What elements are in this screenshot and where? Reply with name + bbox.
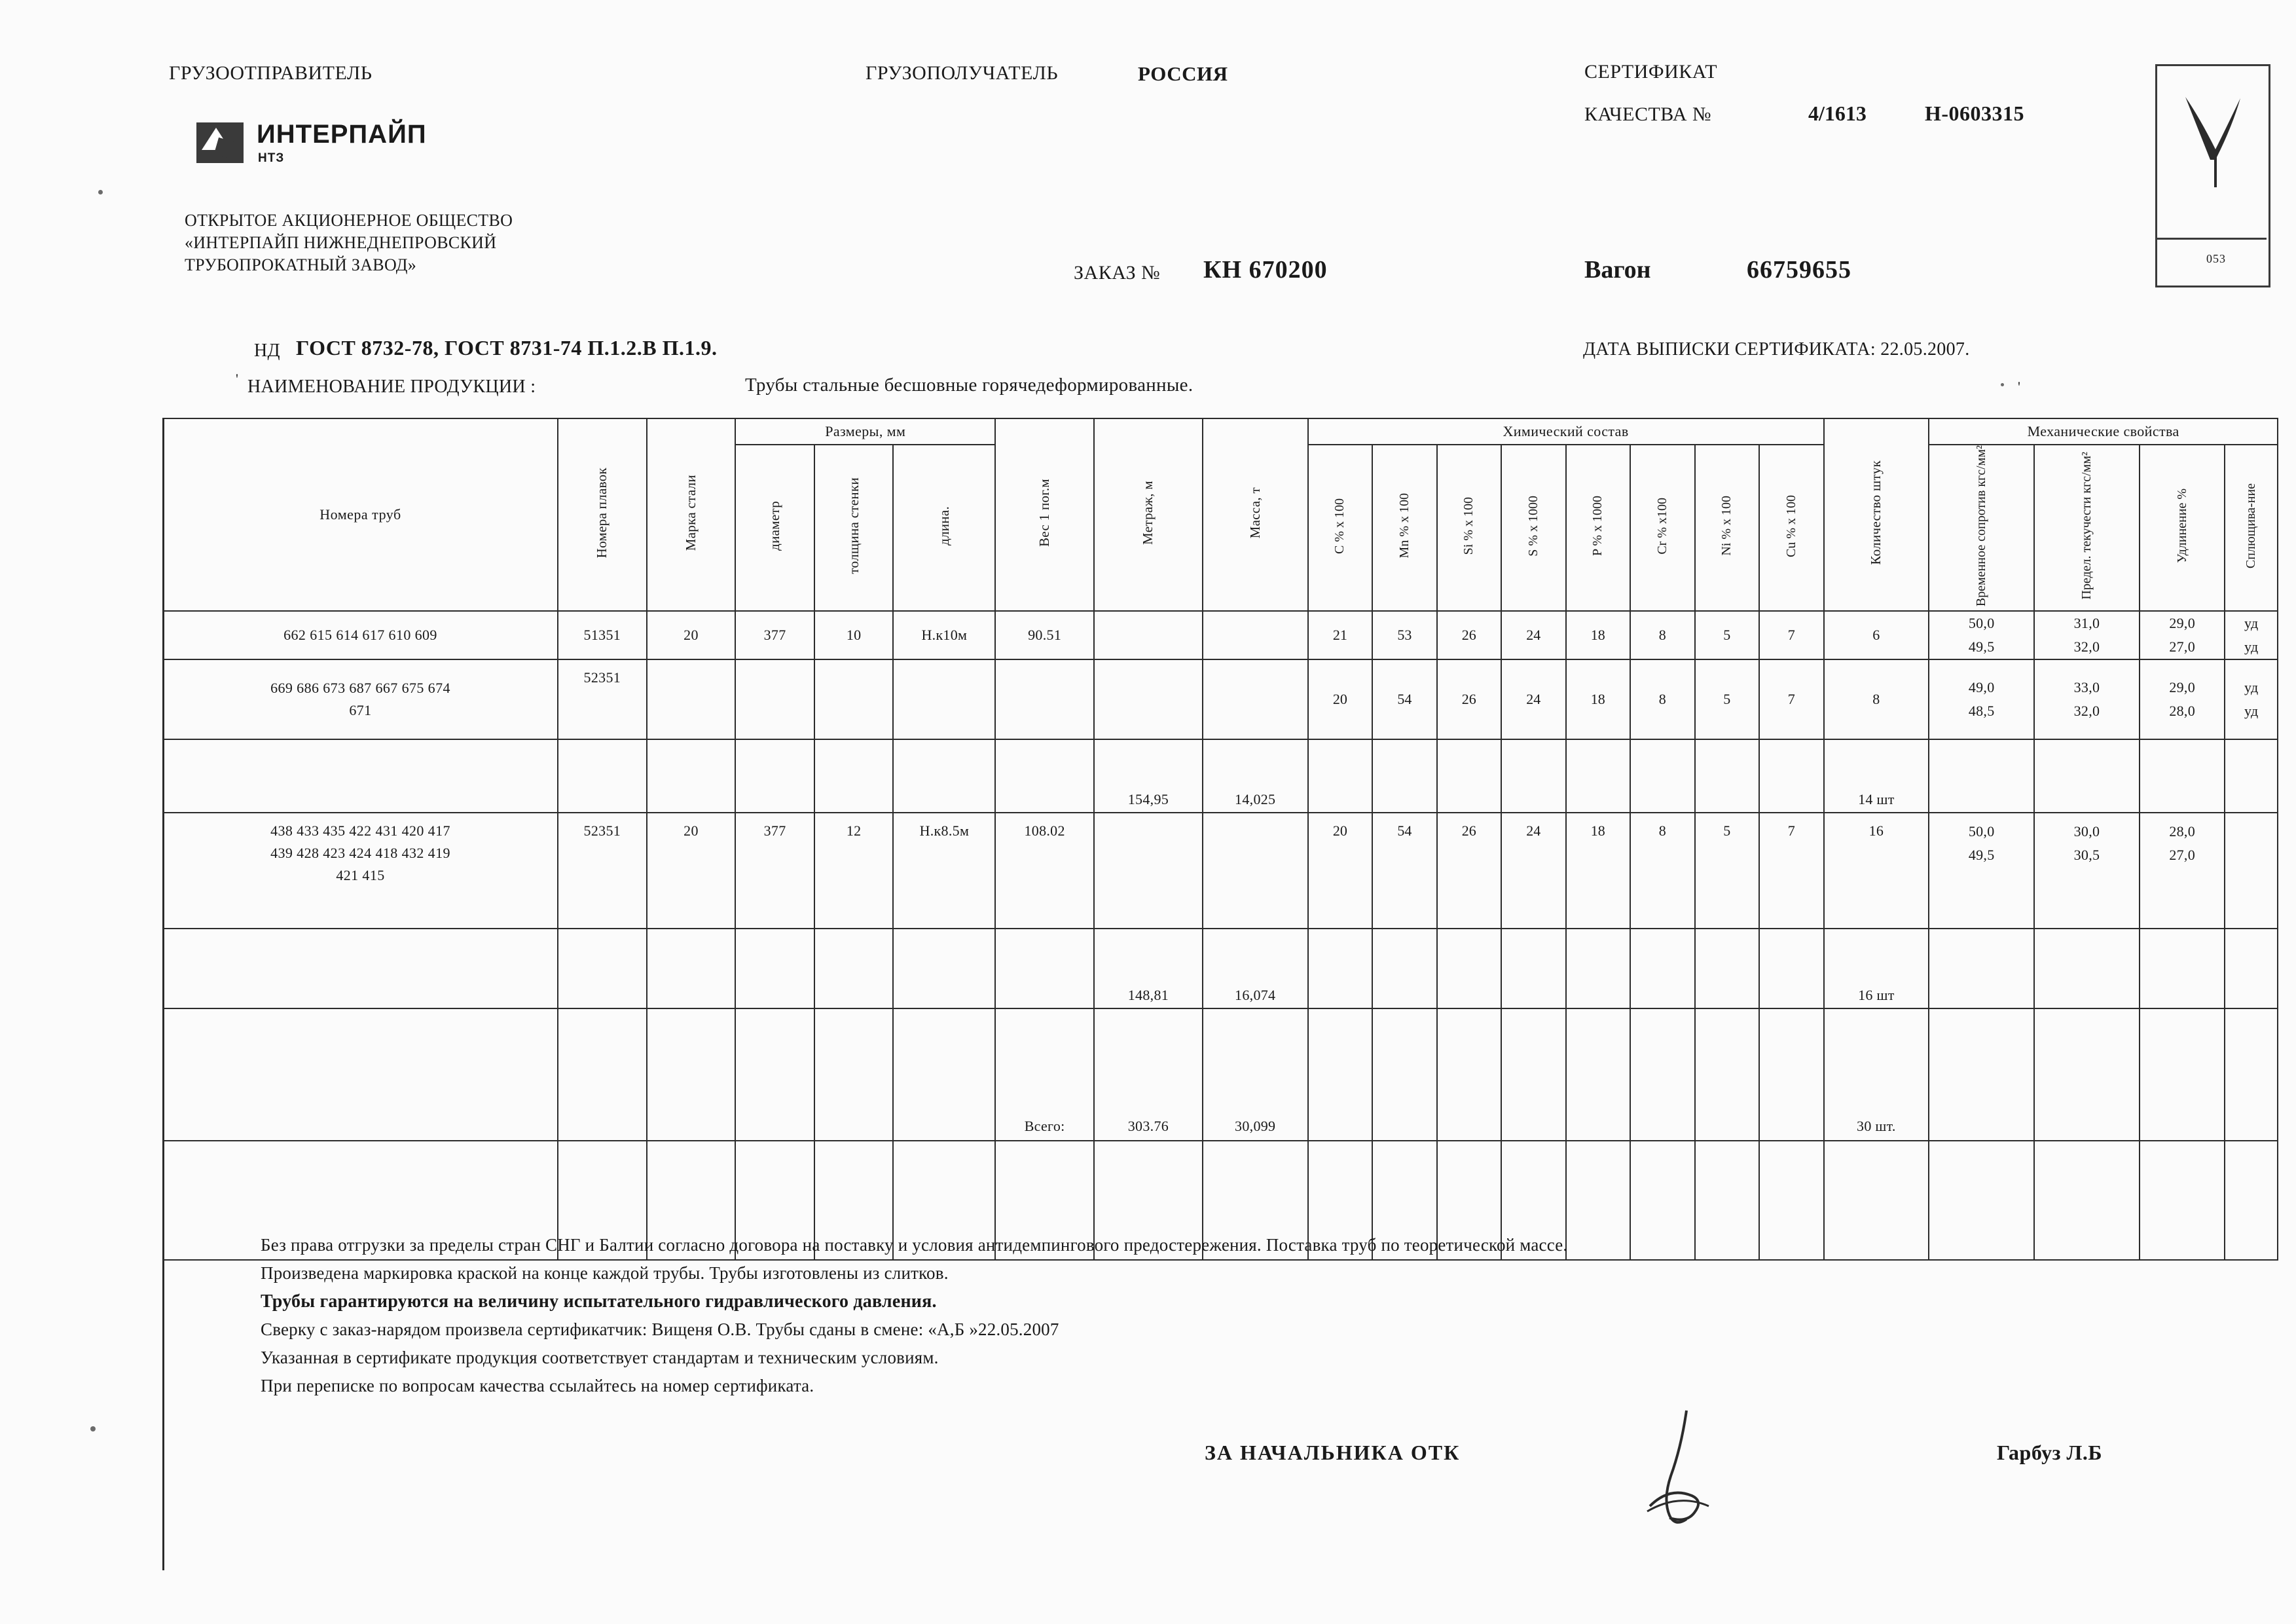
cell-flattening: [2225, 739, 2278, 813]
cell-diameter: [735, 739, 814, 813]
cell-c: [1308, 739, 1372, 813]
col-elongation: [2140, 445, 2225, 611]
certificate-label-line2: КАЧЕСТВА №: [1584, 103, 1712, 125]
col-yield: [2034, 445, 2140, 611]
cell-yield-2: 32,0: [2073, 638, 2100, 655]
cell-tensile: [1929, 659, 2034, 739]
col-tube-numbers: Номера труб: [163, 418, 558, 611]
col-steel-grade-label: Марка стали: [682, 474, 699, 551]
col-flattening-label: Сплющива-ние: [2244, 483, 2259, 569]
certificate-table: [162, 418, 2278, 1261]
cell-mass: [1203, 659, 1308, 739]
note-line-3: Трубы гарантируются на величину испытательного гидравлического давления.: [261, 1291, 937, 1312]
cell-elongation-2: 28,0: [2169, 703, 2196, 720]
certificate-label-line1: СЕРТИФИКАТ: [1584, 61, 1718, 83]
cell-tensile: [1929, 739, 2034, 813]
product-label: НАИМЕНОВАНИЕ ПРОДУКЦИИ :: [247, 377, 536, 397]
col-phosphorus: [1566, 445, 1630, 611]
cell-tube-numbers: 662 615 614 617 610 609: [163, 611, 558, 659]
cell-qty: 8: [1824, 659, 1929, 739]
col-mass-label: Масса, т: [1247, 487, 1263, 539]
cell-mass: 16,074: [1203, 929, 1308, 1008]
company-line-2: «ИНТЕРПАЙП НИЖНЕДНЕПРОВСКИЙ: [185, 233, 497, 252]
wagon-label: Вагон: [1584, 256, 1651, 284]
nd-value: ГОСТ 8732-78, ГОСТ 8731-74 П.1.2.В П.1.9.: [296, 336, 718, 360]
cell-cu: 7: [1759, 659, 1824, 739]
signature-title: ЗА НАЧАЛЬНИКА ОТК: [1205, 1441, 1461, 1464]
cell-flattening: [2225, 611, 2278, 659]
quality-stamp-icon: [2180, 92, 2246, 190]
col-meterage: [1094, 418, 1203, 611]
cell-length: [893, 1008, 995, 1141]
col-sulfur: [1501, 445, 1565, 611]
cell-qty: 16: [1824, 813, 1929, 929]
cell-cu: [1759, 929, 1824, 1008]
cell-yield: [2034, 611, 2140, 659]
cell-weight-per-m: 90.51: [995, 611, 1094, 659]
cell-cu: [1759, 1008, 1824, 1141]
col-sulfur-label: S % x 1000: [1525, 495, 1540, 557]
cell-grade: [647, 1008, 736, 1141]
cell-flattening-1: уд: [2244, 615, 2259, 632]
col-mass: [1203, 418, 1308, 611]
cell-p: 18: [1566, 813, 1630, 929]
cell-cu: 7: [1759, 813, 1824, 929]
col-copper-label: Cu % x 100: [1783, 494, 1798, 557]
col-silicon-label: Si % x 100: [1461, 496, 1476, 555]
cell-ni: 5: [1695, 659, 1759, 739]
cell-total-label: Всего:: [995, 1008, 1094, 1141]
cell-c: [1308, 929, 1372, 1008]
cell-cr: [1630, 929, 1694, 1008]
cell-mass: 14,025: [1203, 739, 1308, 813]
cell-s: [1501, 929, 1565, 1008]
cell-flattening: [2225, 929, 2278, 1008]
cell-cr: [1630, 739, 1694, 813]
cell-s: 24: [1501, 659, 1565, 739]
col-wall-thickness: [814, 445, 894, 611]
certificate-date: ДАТА ВЫПИСКИ СЕРТИФИКАТА: 22.05.2007.: [1583, 339, 1970, 360]
nd-label: НД: [254, 341, 280, 361]
group-sizes: Размеры, мм: [735, 418, 995, 445]
cell-si: 26: [1437, 611, 1501, 659]
col-wall-thickness-label: толщина стенки: [845, 477, 862, 574]
cell-heat: 52351: [558, 813, 647, 929]
cell-meterage: [1094, 611, 1203, 659]
cell-yield: [2034, 813, 2140, 929]
logo-text: ИНТЕРПАЙП: [257, 120, 427, 149]
cell-yield: [2034, 659, 2140, 739]
cell-grade: [647, 739, 736, 813]
table-row-total: [163, 1008, 2278, 1141]
col-carbon-label: C % x 100: [1332, 498, 1347, 554]
cell-yield: [2034, 929, 2140, 1008]
company-line-1: ОТКРЫТОЕ АКЦИОНЕРНОЕ ОБЩЕСТВО: [185, 211, 513, 230]
cell-tensile-1: 50,0: [1968, 615, 1995, 632]
cell-tube-numbers: [163, 659, 558, 739]
cell-flattening-2: уд: [2244, 703, 2259, 720]
cell-p: [1566, 739, 1630, 813]
cell-length: Н.к8.5м: [893, 813, 995, 929]
cell-qty: 14 шт: [1824, 739, 1929, 813]
cell-grade: 20: [647, 813, 736, 929]
product-value: Трубы стальные бесшовные горячедеформированные.: [745, 375, 1194, 396]
col-tensile: [1929, 445, 2034, 611]
cell-cr: 8: [1630, 659, 1694, 739]
wagon-value: 66759655: [1747, 256, 1851, 284]
col-copper: [1759, 445, 1824, 611]
cell-elongation-1: 28,0: [2169, 823, 2196, 840]
cell-p: [1566, 1008, 1630, 1141]
table-row: [163, 659, 2278, 739]
table-row-subtotal: [163, 929, 2278, 1008]
col-nickel: [1695, 445, 1759, 611]
col-yield-label: Предел. текучести кгс/мм²: [2079, 452, 2094, 600]
cell-yield: [2034, 1008, 2140, 1141]
cell-elongation: [2140, 1008, 2225, 1141]
cell-diameter: 377: [735, 611, 814, 659]
cell-mass: [1203, 813, 1308, 929]
cell-yield-1: 31,0: [2073, 615, 2100, 632]
consignee-value: РОССИЯ: [1138, 62, 1228, 85]
cell-tube-numbers-line-1: 669 686 673 687 667 675 674: [270, 680, 450, 697]
cell-ni: 5: [1695, 813, 1759, 929]
cell-p: 18: [1566, 659, 1630, 739]
col-nickel-label: Ni % x 100: [1719, 496, 1734, 556]
cell-elongation: [2140, 929, 2225, 1008]
cell-mass: [1203, 611, 1308, 659]
cell-p: [1566, 929, 1630, 1008]
col-carbon: [1308, 445, 1372, 611]
cell-weight-per-m: [995, 739, 1094, 813]
scan-speck: [90, 1426, 96, 1431]
note-line-2: Произведена маркировка краской на конце каждой трубы. Трубы изготовлены из слитков.: [261, 1263, 949, 1283]
note-line-5: Указанная в сертификате продукция соответствует стандартам и техническим условиям.: [261, 1348, 939, 1367]
consignee-label: ГРУЗОПОЛУЧАТЕЛЬ: [866, 62, 1059, 84]
cell-yield: [2034, 739, 2140, 813]
certificate-number: 4/1613: [1808, 101, 1867, 125]
cell-s: [1501, 739, 1565, 813]
cell-tube-numbers: [163, 813, 558, 929]
col-silicon: [1437, 445, 1501, 611]
stamp-code: 053: [2206, 252, 2226, 265]
cell-tensile-1: 49,0: [1968, 679, 1995, 696]
table-row: [163, 611, 2278, 659]
cell-c: 20: [1308, 813, 1372, 929]
order-value: КН 670200: [1203, 256, 1328, 284]
cell-heat: 51351: [558, 611, 647, 659]
shipper-label: ГРУЗООТПРАВИТЕЛЬ: [169, 62, 373, 84]
cell-qty: 6: [1824, 611, 1929, 659]
cell-c: 21: [1308, 611, 1372, 659]
footer-notes: [261, 1231, 2198, 1400]
left-margin-rule: [162, 418, 164, 1570]
cell-wall: [814, 659, 894, 739]
cell-mn: [1372, 929, 1436, 1008]
cell-weight-per-m: [995, 929, 1094, 1008]
col-diameter: [735, 445, 814, 611]
col-heat-number-label: Номера плавок: [594, 467, 610, 559]
cell-ni: [1695, 1008, 1759, 1141]
cell-wall: [814, 929, 894, 1008]
cell-si: [1437, 929, 1501, 1008]
cell-wall: [814, 739, 894, 813]
col-flattening: [2225, 445, 2278, 611]
cell-cr: 8: [1630, 611, 1694, 659]
company-address: [185, 210, 513, 276]
cell-length: [893, 659, 995, 739]
cell-tube-numbers-line-2: 439 428 423 424 418 432 419: [270, 845, 450, 862]
cell-elongation: [2140, 659, 2225, 739]
cell-blank: [2225, 1141, 2278, 1260]
col-chromium: [1630, 445, 1694, 611]
col-weight-per-m-label: Вес 1 пог.м: [1036, 479, 1053, 547]
cell-tube-numbers-line-2: 671: [349, 702, 372, 719]
cell-length: [893, 929, 995, 1008]
cell-elongation-1: 29,0: [2169, 679, 2196, 696]
handwritten-signature: [1624, 1408, 1794, 1532]
cell-weight-per-m: 108.02: [995, 813, 1094, 929]
group-mechanical: Механические свойства: [1929, 418, 2278, 445]
col-quantity: [1824, 418, 1929, 611]
cell-tube-numbers-line-3: 421 415: [336, 867, 385, 884]
cell-flattening-2: уд: [2244, 638, 2259, 655]
cell-p: 18: [1566, 611, 1630, 659]
cell-tensile-2: 49,5: [1968, 638, 1995, 655]
cell-meterage: 154,95: [1094, 739, 1203, 813]
table-row-subtotal: [163, 739, 2278, 813]
cell-qty: 30 шт.: [1824, 1008, 1929, 1141]
company-line-3: ТРУБОПРОКАТНЫЙ ЗАВОД»: [185, 255, 417, 274]
cell-si: [1437, 739, 1501, 813]
cell-c: [1308, 1008, 1372, 1141]
group-chemical: Химический состав: [1308, 418, 1824, 445]
cell-ni: 5: [1695, 611, 1759, 659]
cell-length: Н.к10м: [893, 611, 995, 659]
apostrophe-mark: ': [2018, 378, 2020, 395]
cell-si: 26: [1437, 813, 1501, 929]
scan-speck: [98, 190, 103, 194]
cell-tensile-2: 48,5: [1968, 703, 1995, 720]
note-line-1: Без права отгрузки за пределы стран СНГ и Балтии согласно договора на поставку и условия антидемпингового предостережения. Поставка труб по теоретической массе.: [261, 1235, 1568, 1255]
cell-flattening: [2225, 1008, 2278, 1141]
cell-tensile: [1929, 611, 2034, 659]
cell-meterage: 303.76: [1094, 1008, 1203, 1141]
apostrophe-mark: ': [236, 371, 238, 387]
cell-ni: [1695, 739, 1759, 813]
cell-elongation: [2140, 813, 2225, 929]
cell-heat: [558, 929, 647, 1008]
cell-mass: 30,099: [1203, 1008, 1308, 1141]
col-phosphorus-label: P % x 1000: [1590, 496, 1605, 557]
cell-wall: [814, 1008, 894, 1141]
cell-mn: 53: [1372, 611, 1436, 659]
note-line-6: При переписке по вопросам качества ссылайтесь на номер сертификата.: [261, 1376, 814, 1395]
cell-mn: 54: [1372, 813, 1436, 929]
col-steel-grade: [647, 418, 736, 611]
cell-elongation-2: 27,0: [2169, 638, 2196, 655]
col-chromium-label: Cr % x100: [1654, 497, 1669, 555]
cell-s: [1501, 1008, 1565, 1141]
cell-si: 26: [1437, 659, 1501, 739]
col-quantity-label: Количество штук: [1868, 460, 1884, 565]
cell-wall: 12: [814, 813, 894, 929]
scan-speck: [2001, 383, 2004, 386]
cell-tube-numbers: [163, 1008, 558, 1141]
cell-tensile-2: 49,5: [1968, 847, 1995, 864]
cell-s: 24: [1501, 611, 1565, 659]
certificate-number-secondary: Н-0603315: [1925, 101, 2025, 125]
cell-tensile: [1929, 929, 2034, 1008]
cell-diameter: [735, 659, 814, 739]
cell-heat: 52351: [558, 659, 647, 739]
cell-grade: [647, 929, 736, 1008]
cell-elongation-1: 29,0: [2169, 615, 2196, 632]
cell-yield-2: 30,5: [2073, 847, 2100, 864]
cell-weight-per-m: [995, 659, 1094, 739]
col-heat-number: [558, 418, 647, 611]
signature-name: Гарбуз Л.Б: [1997, 1441, 2102, 1464]
cell-diameter: 377: [735, 813, 814, 929]
cell-meterage: [1094, 813, 1203, 929]
cell-flattening: [2225, 813, 2278, 929]
cell-grade: [647, 659, 736, 739]
cell-heat: [558, 739, 647, 813]
cell-s: 24: [1501, 813, 1565, 929]
cell-cu: [1759, 739, 1824, 813]
cell-ni: [1695, 929, 1759, 1008]
cell-tube-numbers-line-1: 438 433 435 422 431 420 417: [270, 822, 450, 840]
cell-meterage: [1094, 659, 1203, 739]
cell-heat: [558, 1008, 647, 1141]
cell-yield-1: 30,0: [2073, 823, 2100, 840]
cell-cu: 7: [1759, 611, 1824, 659]
cell-cr: [1630, 1008, 1694, 1141]
cell-tube-numbers: [163, 739, 558, 813]
order-label: ЗАКАЗ №: [1074, 262, 1161, 284]
cell-diameter: [735, 1008, 814, 1141]
cell-mn: 54: [1372, 659, 1436, 739]
col-elongation-label: Удлинение %: [2174, 489, 2189, 563]
cell-c: 20: [1308, 659, 1372, 739]
cell-cr: 8: [1630, 813, 1694, 929]
col-weight-per-m: [995, 418, 1094, 611]
col-diameter-label: диаметр: [767, 501, 783, 551]
col-meterage-label: Метраж, м: [1140, 481, 1156, 545]
cell-qty: 16 шт: [1824, 929, 1929, 1008]
cell-diameter: [735, 929, 814, 1008]
cell-tube-numbers: [163, 929, 558, 1008]
cell-wall: 10: [814, 611, 894, 659]
cell-yield-2: 32,0: [2073, 703, 2100, 720]
interpipe-mark-icon: [196, 122, 244, 163]
note-line-4: Сверку с заказ-нарядом произвела сертификатчик: Вищеня О.В. Трубы сданы в смене: «А,Б »22.05.2007: [261, 1320, 1059, 1339]
interpipe-logo: [196, 121, 498, 177]
cell-tensile-1: 50,0: [1968, 823, 1995, 840]
cell-mn: [1372, 1008, 1436, 1141]
cell-flattening-1: уд: [2244, 679, 2259, 696]
col-length-label: длина.: [936, 506, 952, 546]
cell-tensile: [1929, 1008, 2034, 1141]
cell-tensile: [1929, 813, 2034, 929]
cell-mn: [1372, 739, 1436, 813]
cell-elongation-2: 27,0: [2169, 847, 2196, 864]
cell-elongation: [2140, 739, 2225, 813]
table-group-header-row: [163, 418, 2278, 445]
col-manganese: [1372, 445, 1436, 611]
cell-si: [1437, 1008, 1501, 1141]
col-length: [893, 445, 995, 611]
logo-subtext: НТЗ: [258, 151, 285, 165]
col-tensile-label: Временное сопротив кгс/мм²: [1974, 445, 1989, 607]
cell-grade: 20: [647, 611, 736, 659]
cell-meterage: 148,81: [1094, 929, 1203, 1008]
col-manganese-label: Mn % x 100: [1396, 493, 1412, 559]
table-row: [163, 813, 2278, 929]
cell-length: [893, 739, 995, 813]
cell-yield-1: 33,0: [2073, 679, 2100, 696]
cell-elongation: [2140, 611, 2225, 659]
cell-flattening: [2225, 659, 2278, 739]
